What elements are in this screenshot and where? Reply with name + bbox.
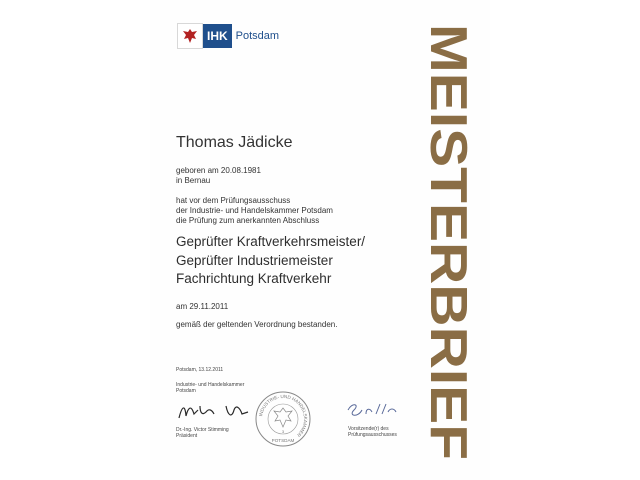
issue-place-date: Potsdam, 13.12.2011 (176, 367, 224, 373)
intro-line-1: hat vor dem Prüfungsausschuss (176, 196, 291, 205)
logo-brand: IHK (203, 24, 232, 48)
meisterbrief-title (419, 18, 477, 466)
seal-eagle-icon (274, 408, 292, 427)
president-signature (176, 398, 256, 424)
seal-number: 3 (281, 429, 285, 434)
seal-ring-text: INDUSTRIE- UND HANDELSKAMMER (258, 393, 309, 438)
qualification-title (176, 233, 365, 289)
committee-role-line-2: Prüfungsausschusses (348, 432, 397, 438)
president-name: Dr.-Ing. Victor Stimming (176, 427, 229, 433)
qualification-line-1: Geprüfter Kraftverkehrsmeister/ (176, 234, 366, 249)
eagle-icon (177, 23, 203, 49)
official-seal (254, 390, 312, 448)
qualification-line-3: Fachrichtung Kraftverkehr (176, 271, 332, 286)
issue-org-line-1: Industrie- und Handelskammer (176, 382, 245, 388)
birth-place: in Bernau (176, 176, 211, 185)
meisterbrief-text: MEISTERBRIEF (419, 24, 477, 412)
logo-city: Potsdam (235, 30, 280, 42)
issue-org-line-2: Potsdam (176, 388, 196, 394)
intro-line-2: der Industrie- und Handelskammer Potsdam (176, 206, 333, 215)
regulation-text: gemäß der geltenden Verordnung bestanden. (176, 320, 338, 329)
qualification-line-2: Geprüfter Industriemeister (176, 252, 333, 268)
ihk-logo (177, 24, 279, 48)
committee-role-line-1: Vorsitzende(r) des (348, 426, 389, 432)
exam-date: am 29.11.2011 (176, 302, 229, 311)
committee-signature (344, 400, 404, 420)
president-role: Präsident (176, 433, 198, 439)
seal-bottom-text: POTSDAM (271, 438, 295, 443)
recipient-name: Thomas Jädicke (176, 134, 293, 151)
intro-line-3: die Prüfung zum anerkannten Abschluss (176, 216, 320, 225)
birth-line: geboren am 20.08.1981 (176, 166, 261, 175)
